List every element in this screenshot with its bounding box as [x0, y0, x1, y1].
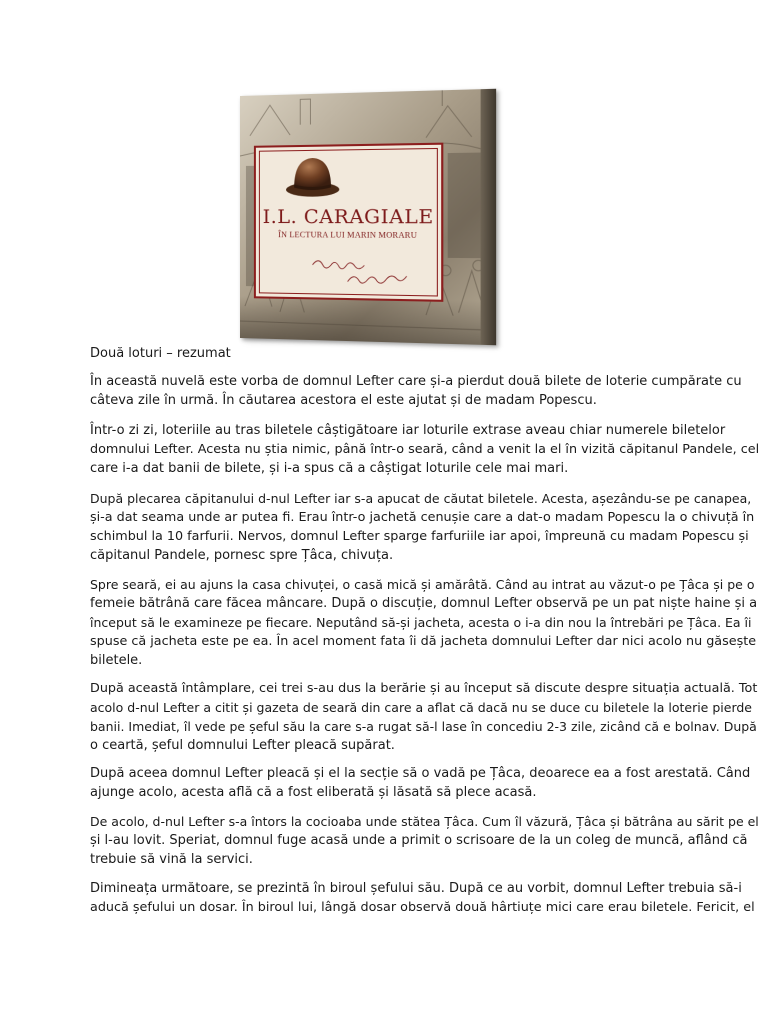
text-line: femeie bătrână care făcea mâncare. După o discuție, domnul Lefter observă pe un pat niște haine și a	[90, 596, 758, 611]
text-line: După plecarea căpitanului d-nul Lefter iar s-a apucat de căutat biletele. Acesta, așezându-se pe canapea,	[90, 491, 752, 506]
paragraph	[90, 421, 760, 478]
text-line: De acolo, d-nul Lefter s-a întors la cocioaba unde stătea Țâca. Cum îl văzură, Țâca și bătrâna au sărit pe el	[90, 814, 759, 829]
paragraph	[90, 575, 758, 670]
book-cover-image	[240, 96, 492, 342]
text-line: Într-o zi zi, loteriile au tras biletele câștigătoare iar loturile extrase aveau chiar numerele biletelor	[90, 423, 726, 438]
cover-title: I.L. CARAGIALE	[262, 205, 434, 229]
text-line: După această întâmplare, cei trei s-au dus la berărie și au început să discute despre situația actuală. Tot	[90, 681, 758, 696]
cover-bottom-band	[240, 296, 496, 345]
text-line: schimbul la 10 farfurii. Nervos, domnul Lefter sparge farfuriile iar apoi, împreună cu madam Popescu și	[90, 529, 749, 544]
text-line: biletele.	[90, 653, 143, 668]
paragraph	[90, 879, 755, 917]
text-line: aducă șefului un dosar. În biroul lui, lângă dosar observă două hârtiuțe mici care erau biletele. Fericit, el	[90, 900, 755, 915]
paragraph	[90, 372, 742, 410]
text-line: spuse că jacheta este pe ea. În acel moment fata îi dă jacheta domnului Lefter dar nici acolo nu găsește	[90, 634, 757, 649]
text-line: care i-a dat banii de bilete, și i-a spus că a câștigat loturile cele mai mari.	[90, 461, 569, 476]
text-line: și l-au lovit. Speriat, domnul fuge acasă unde a primit o scrisoare de la un coleg de muncă, aflând că	[90, 833, 748, 848]
text-line: început să le examineze pe fiecare. Neputând să-și jacheta, acesta o i-a din nou la întrebări pe Țâca. Ea îi	[90, 615, 752, 630]
text-line: căpitanul Pandele, pornesc spre Țâca, chivuța.	[90, 548, 394, 563]
cover-spine	[481, 89, 497, 346]
text-line: ajunge acolo, acesta află că a fost eliberată și lăsată să plece acasă.	[90, 785, 537, 800]
text-line: trebuie să vină la servici.	[90, 852, 253, 867]
text-line: și-a dat seama unde ar putea fi. Erau într-o jachetă cenușie care a dat-o madam Popescu la o chivuță în	[90, 510, 755, 525]
text-line: domnului Lefter. Acesta nu știa nimic, până într-o seară, când a venit la el în vizită căpitanul Pandele, cel	[90, 442, 760, 457]
cover-title-panel	[254, 143, 443, 302]
paragraph	[90, 812, 759, 869]
text-line: În această nuvelă este vorba de domnul Lefter care și-a pierdut două bilete de loterie cumpărate cu	[90, 374, 742, 389]
text-line: o ceartă, șeful domnului Lefter pleacă supărat.	[90, 738, 395, 753]
cover-subtitle: ÎN LECTURA LUI MARIN MORARU	[278, 230, 418, 240]
text-line: Spre seară, ei au ajuns la casa chivuței, o casă mică și amărâtă. Când au intrat au văzut-o pe Țâca și pe o	[90, 577, 755, 592]
bowler-hat-icon	[282, 150, 343, 199]
book-cover	[240, 89, 496, 346]
document-title: Două loturi – rezumat	[90, 346, 231, 361]
text-line: Dimineața următoare, se prezintă în biroul șefului său. După ce au vorbit, domnul Lefter trebuia să-i	[90, 881, 742, 896]
handwritten-signature	[306, 246, 421, 293]
paragraph	[90, 764, 751, 802]
text-line: câteva zile în urmă. În căutarea acestora el este ajutat și de madam Popescu.	[90, 393, 597, 408]
text-line: acolo d-nul Lefter a citit și gazeta de seară din care a aflat că dacă nu se duce cu biletele la loterie pierde	[90, 700, 752, 715]
text-line: După aceea domnul Lefter pleacă și el la secție să o vadă pe Țâca, deoarece ea a fost arestată. Când	[90, 766, 751, 781]
paragraph	[90, 679, 758, 755]
text-line: banii. Imediat, îl vede pe șeful său la care s-a rugat să-l lase în concediu 2-3 zile, zicând că e bolnav. După	[90, 719, 757, 734]
paragraph	[90, 489, 755, 565]
